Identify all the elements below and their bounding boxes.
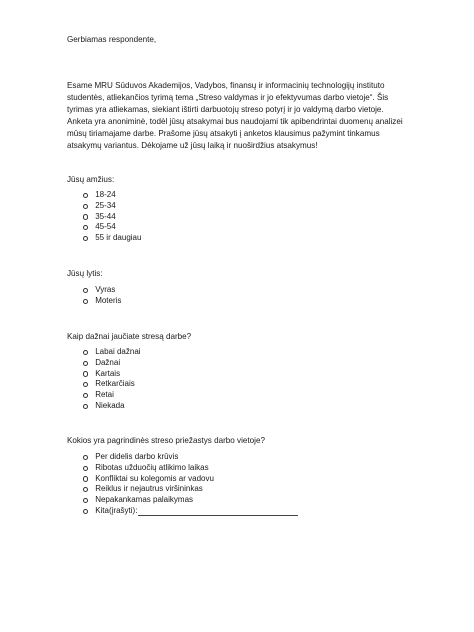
question-age-title: Jūsų amžius: bbox=[67, 175, 115, 184]
cause-option[interactable] bbox=[83, 474, 298, 485]
radio-circle-icon[interactable] bbox=[83, 193, 88, 198]
radio-circle-icon[interactable] bbox=[83, 299, 88, 304]
option-label: Kita(įrašyti): bbox=[95, 505, 138, 515]
radio-circle-icon[interactable] bbox=[83, 404, 88, 409]
frequency-option[interactable] bbox=[83, 379, 141, 390]
question-stress-causes-options bbox=[83, 452, 298, 517]
option-label: Vyras bbox=[95, 285, 116, 294]
frequency-option[interactable] bbox=[83, 347, 141, 358]
other-answer-line[interactable] bbox=[138, 507, 298, 516]
radio-circle-icon[interactable] bbox=[83, 382, 88, 387]
option-label: Labai dažnai bbox=[95, 347, 141, 356]
option-label: 35-44 bbox=[95, 211, 116, 221]
intro-paragraph-1: Esame MRU Sūduvos Akademijos, Vadybos, finansų ir informacinių technologijų instituto studentės, atliekančios tyrimą tema „Streso valdymas ir jo efektyvumas darbo vietoje“. Šis tyrimas yra atliekamas, siekiant ištirti darbuotojų streso potyrį ir jo valdymą darbo vietoje. bbox=[67, 81, 389, 114]
frequency-option[interactable] bbox=[83, 401, 141, 412]
radio-circle-icon[interactable] bbox=[83, 350, 88, 355]
cause-option[interactable] bbox=[83, 484, 298, 495]
option-label: 25-34 bbox=[95, 200, 116, 210]
radio-circle-icon[interactable] bbox=[83, 393, 88, 398]
greeting-text: Gerbiamas respondente, bbox=[67, 35, 157, 44]
question-gender-options bbox=[83, 285, 121, 307]
option-label: 55 ir daugiau bbox=[95, 233, 142, 243]
age-option[interactable] bbox=[83, 212, 141, 223]
option-label: Moteris bbox=[95, 295, 122, 305]
radio-circle-icon[interactable] bbox=[83, 288, 88, 293]
radio-circle-icon[interactable] bbox=[83, 466, 88, 471]
question-gender-title: Jūsų lytis: bbox=[67, 269, 103, 278]
frequency-option[interactable] bbox=[83, 369, 141, 380]
question-stress-frequency-title: Kaip dažnai jaučiate stresą darbe? bbox=[67, 332, 192, 341]
radio-circle-icon[interactable] bbox=[83, 361, 88, 366]
radio-circle-icon[interactable] bbox=[83, 214, 88, 219]
option-label: Konfliktai su kolegomis ar vadovu bbox=[95, 473, 214, 483]
question-stress-causes-title: Kokios yra pagrindinės streso priežastys darbo vietoje? bbox=[67, 436, 265, 445]
option-label: Nepakankamas palaikymas bbox=[95, 495, 194, 505]
frequency-option[interactable] bbox=[83, 358, 141, 369]
option-label: Retai bbox=[95, 390, 114, 400]
cause-option[interactable] bbox=[83, 495, 298, 506]
radio-circle-icon[interactable] bbox=[83, 487, 88, 492]
gender-option[interactable] bbox=[83, 285, 121, 296]
radio-circle-icon[interactable] bbox=[83, 204, 88, 209]
option-label: Ribotas užduočių atlikimo laikas bbox=[95, 462, 209, 472]
radio-circle-icon[interactable] bbox=[83, 498, 88, 503]
option-label: Retkarčiais bbox=[95, 379, 135, 389]
option-label: Kartais bbox=[95, 368, 121, 378]
age-option[interactable] bbox=[83, 190, 141, 201]
frequency-option[interactable] bbox=[83, 390, 141, 401]
question-stress-frequency-options bbox=[83, 347, 141, 412]
option-label: Reiklus ir nejautrus viršininkas bbox=[95, 484, 203, 494]
age-option[interactable] bbox=[83, 222, 141, 233]
age-option[interactable] bbox=[83, 201, 141, 212]
intro-paragraph-2: Anketa yra anoniminė, todėl jūsų atsakymai bus naudojami tik apibendrintai duomenų analizei mūsų tiriamajame darbe. Prašome jūsų atsakyti į anketos klausimus pažymint tinkamus atsakymų variantus. Dėkojame už jūsų laiką ir nuoširdžius atsakymus! bbox=[67, 117, 403, 150]
gender-option[interactable] bbox=[83, 296, 121, 307]
cause-option-other[interactable] bbox=[83, 506, 298, 517]
cause-option[interactable] bbox=[83, 452, 298, 463]
option-label: 18-24 bbox=[95, 190, 116, 199]
radio-circle-icon[interactable] bbox=[83, 455, 88, 460]
radio-circle-icon[interactable] bbox=[83, 236, 88, 241]
question-age-options bbox=[83, 190, 141, 244]
option-label: Per didelis darbo krūvis bbox=[95, 452, 179, 461]
option-label: 45-54 bbox=[95, 222, 116, 232]
radio-circle-icon[interactable] bbox=[83, 509, 88, 514]
option-label: Dažnai bbox=[95, 357, 121, 367]
radio-circle-icon[interactable] bbox=[83, 476, 88, 481]
radio-circle-icon[interactable] bbox=[83, 371, 88, 376]
option-label: Niekada bbox=[95, 400, 125, 410]
cause-option[interactable] bbox=[83, 463, 298, 474]
age-option[interactable] bbox=[83, 233, 141, 244]
radio-circle-icon[interactable] bbox=[83, 225, 88, 230]
